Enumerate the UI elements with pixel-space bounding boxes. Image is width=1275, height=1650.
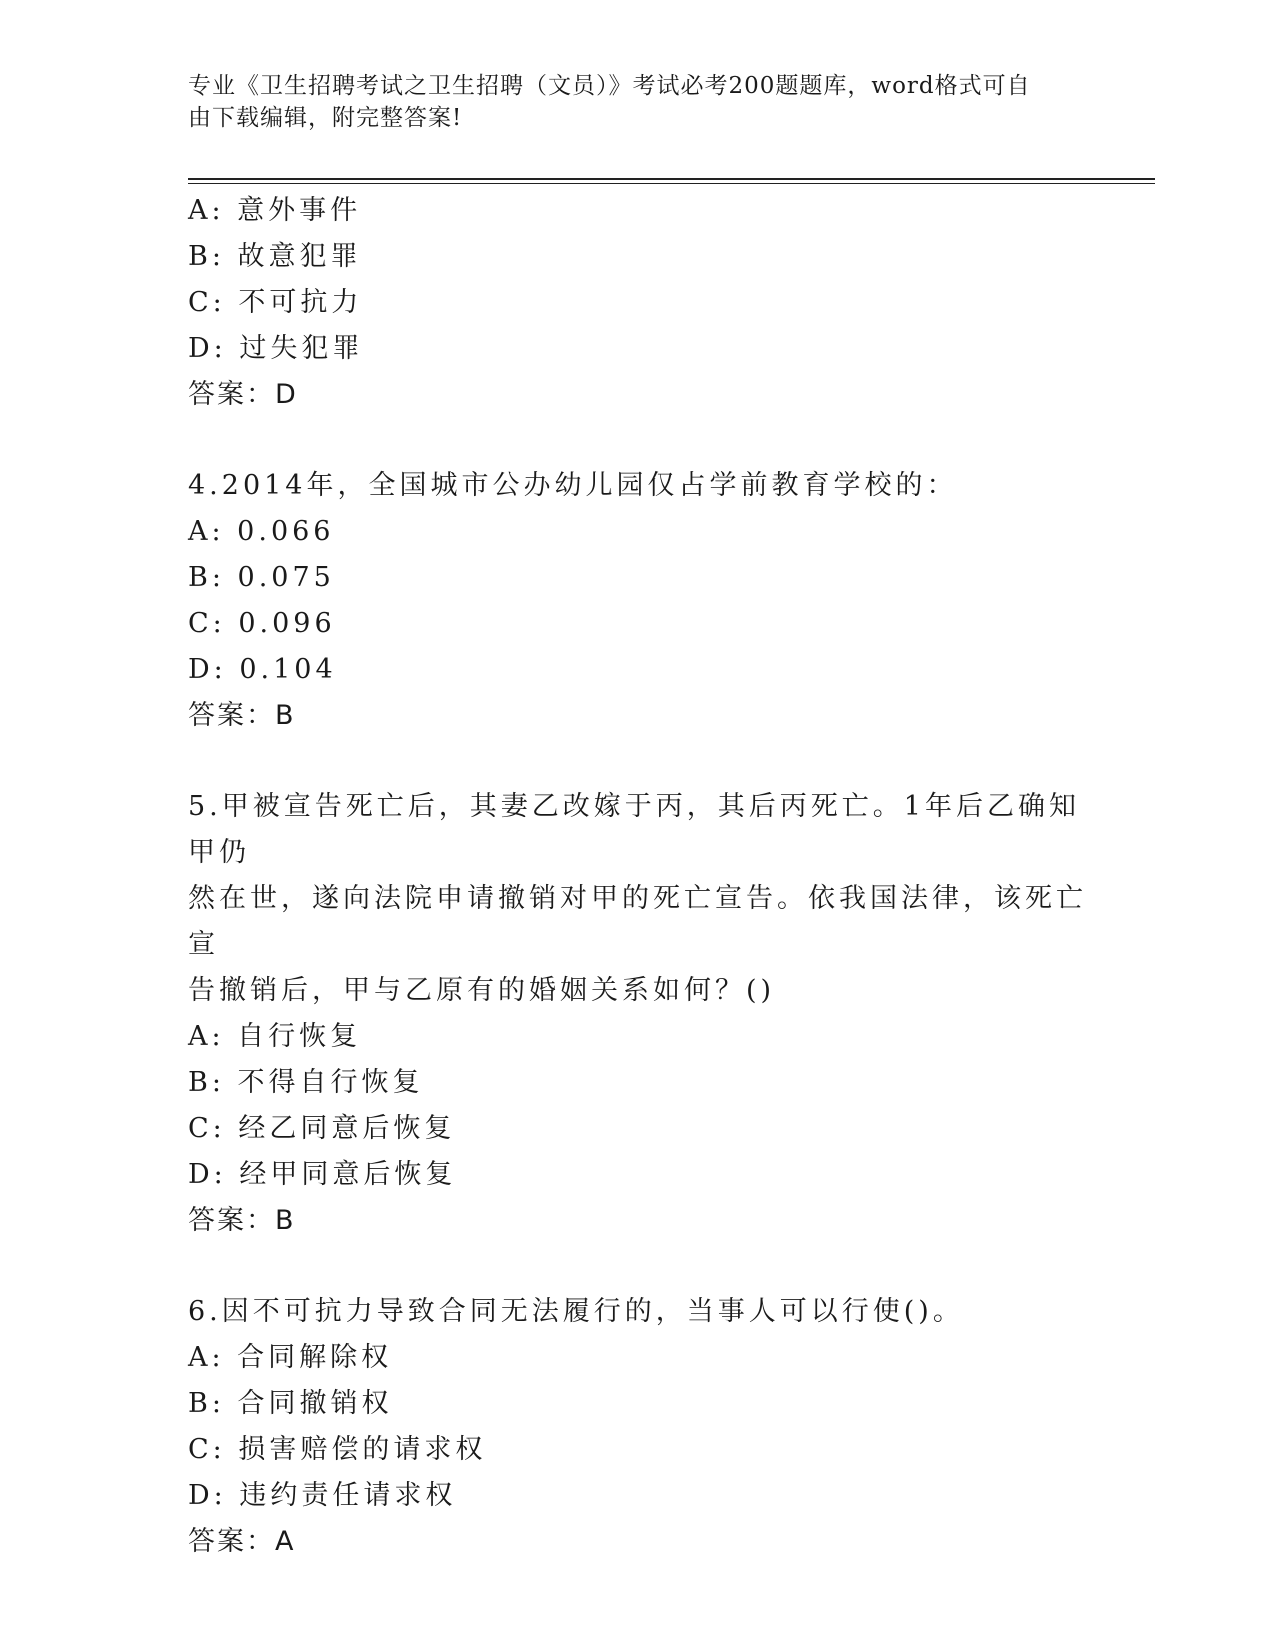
option-d: D: 0.104 — [188, 654, 337, 685]
option-c: C: 损害赔偿的请求权 — [188, 1434, 487, 1465]
option-a: A: 意外事件 — [188, 195, 362, 226]
header-divider-thick — [188, 178, 1155, 180]
header-divider-thin — [188, 183, 1155, 184]
question-stem-line: 然在世，遂向法院申请撤销对甲的死亡宣告。依我国法律，该死亡宣 — [188, 883, 1087, 960]
question-stem: 6.因不可抗力导致合同无法履行的，当事人可以行使()。 — [188, 1296, 964, 1327]
header-line-2: 由下载编辑，附完整答案! — [188, 105, 463, 131]
question-6 — [188, 1289, 1088, 1565]
header-line-1: 专业《卫生招聘考试之卫生招聘（文员）》考试必考200题题库，word格式可自 — [188, 73, 1031, 99]
option-b: B: 0.075 — [188, 562, 335, 593]
option-d: D: 经甲同意后恢复 — [188, 1159, 457, 1190]
option-c: C: 不可抗力 — [188, 287, 363, 318]
question-stem-line: 告撤销后，甲与乙原有的婚姻关系如何？() — [188, 975, 776, 1006]
option-d: D: 违约责任请求权 — [188, 1480, 457, 1511]
answer: 答案：D — [188, 379, 298, 410]
option-d: D: 过失犯罪 — [188, 333, 364, 364]
option-a: A: 0.066 — [188, 516, 335, 547]
question-5 — [188, 784, 1088, 1244]
option-a: A: 自行恢复 — [188, 1021, 362, 1052]
question-4 — [188, 463, 1088, 739]
question-stem-line: 5.甲被宣告死亡后，其妻乙改嫁于丙，其后丙死亡。1年后乙确知甲仍 — [188, 791, 1080, 868]
question-3 — [188, 188, 1088, 418]
document-header — [188, 70, 1068, 134]
answer: 答案：B — [188, 700, 296, 731]
option-b: B: 故意犯罪 — [188, 241, 362, 272]
answer: 答案：B — [188, 1205, 296, 1236]
question-list — [188, 188, 1088, 1565]
option-a: A: 合同解除权 — [188, 1342, 393, 1373]
option-c: C: 经乙同意后恢复 — [188, 1113, 456, 1144]
option-b: B: 不得自行恢复 — [188, 1067, 424, 1098]
question-stem: 4.2014年，全国城市公办幼儿园仅占学前教育学校的： — [188, 470, 958, 501]
answer: 答案：A — [188, 1526, 296, 1557]
option-c: C: 0.096 — [188, 608, 336, 639]
option-b: B: 合同撤销权 — [188, 1388, 393, 1419]
